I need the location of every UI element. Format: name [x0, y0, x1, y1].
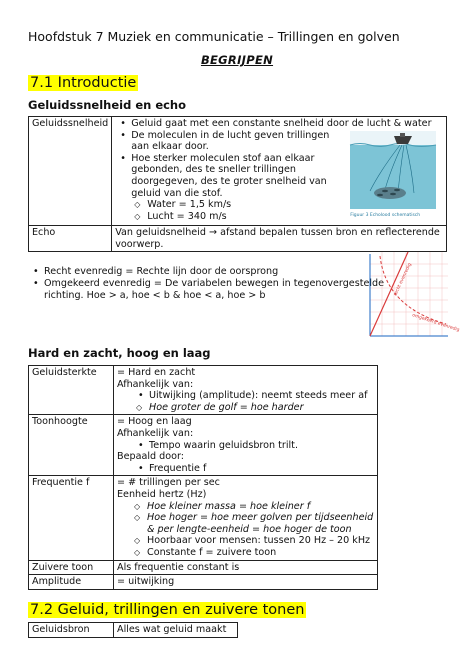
figure-caption: Figuur 3 Echolood schematisch: [350, 212, 421, 218]
list-item: • Hoe sterker moleculen stof aan elkaar gebonden, des te sneller trillingen doorgegeven, des te groter snelheid van geluid van die stof.: [131, 153, 349, 199]
list-item: ◇ Hoe kleiner massa = hoe kleiner f: [147, 501, 374, 513]
table-geluidsbron: [28, 622, 238, 638]
heading-7-2: 7.2 Geluid, trillingen en zuivere tonen: [30, 602, 305, 618]
list-item: ◇ Water = 1,5 km/s: [147, 199, 443, 211]
section-label: BEGRIJPEN: [200, 53, 274, 67]
list-item: ◇ Hoe groter de golf = hoe harder: [149, 402, 374, 414]
heading-7-1: 7.1 Introductie: [30, 75, 137, 91]
row-label-geluidsbron: Geluidsbron: [29, 623, 114, 638]
row-content-toonhoogte: [114, 415, 378, 476]
row-content-frequentie: [114, 476, 378, 560]
definition-text: = # trillingen per sec: [117, 477, 220, 489]
table-row: [29, 623, 238, 638]
row-label-zuivere-toon: Zuivere toon: [29, 560, 114, 575]
determined-by-text: Bepaald door:: [117, 451, 184, 463]
list-item: ◇ Hoorbaar voor mensen: tussen 20 Hz – 20 kHz: [147, 535, 374, 547]
table-row: [29, 366, 378, 415]
definition-text: = Hoog en laag: [117, 416, 192, 428]
row-content-geluidsbron: Alles wat geluid maakt: [114, 623, 238, 638]
list-item: • Omgekeerd evenredig = De variabelen bewegen in tegenovergestelde richting. Hoe > a, hoe < b & hoe < a, hoe > b: [44, 278, 384, 302]
definition-text: = Hard en zacht: [117, 367, 196, 378]
row-label-geluidssnelheid: Geluidssnelheid: [29, 117, 112, 226]
table-row: [29, 476, 378, 560]
list-item: • Uitwijking (amplitude): neemt steeds meer af: [149, 390, 374, 402]
row-label-geluidsterkte: Geluidsterkte: [29, 366, 114, 415]
proportionality-graph: [368, 252, 460, 342]
table-geluidssnelheid: [28, 116, 447, 252]
echo-sounder-figure: [350, 131, 436, 217]
table-row: [29, 560, 378, 575]
table-geluid-eigenschappen: [28, 365, 378, 590]
subheading-hard-zacht: Hard en zacht, hoog en laag: [28, 346, 211, 360]
row-content-zuivere-toon: Als frequentie constant is: [114, 560, 378, 575]
graph-label-omgekeerd: omgekeerd evenredig: [411, 313, 460, 334]
dependency-text: Afhankelijk van:: [117, 378, 194, 390]
table-row: [29, 226, 447, 252]
proportionality-list: [28, 266, 384, 303]
row-label-frequentie: Frequentie f: [29, 476, 114, 560]
page-title: Hoofdstuk 7 Muziek en communicatie – Trillingen en golven: [28, 29, 400, 44]
list-item: • Tempo waarin geluidsbron trilt.: [149, 440, 374, 452]
unit-text: Eenheid hertz (Hz): [117, 488, 207, 500]
row-label-toonhoogte: Toonhoogte: [29, 415, 114, 476]
list-item: • Recht evenredig = Rechte lijn door de oorsprong: [44, 266, 384, 278]
row-content-geluidsterkte: [114, 366, 378, 415]
echo-sounder-illustration: [350, 131, 436, 209]
table-row: [29, 415, 378, 476]
row-content-echo: Van geluidsnelheid → afstand bepalen tussen bron en reflecterende voorwerp.: [112, 226, 447, 252]
list-item: • Frequentie f: [149, 463, 374, 475]
row-label-echo: Echo: [29, 226, 112, 252]
list-item: • De moleculen in de lucht geven trillingen aan elkaar door.: [131, 130, 349, 153]
table-row: [29, 117, 447, 226]
list-item: ◇ Constante f = zuivere toon: [147, 547, 374, 559]
list-item: ◇ Lucht = 340 m/s: [147, 211, 443, 223]
graph-label-recht: recht evenredig: [393, 262, 413, 297]
row-label-amplitude: Amplitude: [29, 575, 114, 590]
table-row: [29, 575, 378, 590]
row-content-geluidssnelheid: [112, 117, 447, 226]
dependency-text: Afhankelijk van:: [117, 427, 194, 439]
row-content-amplitude: = uitwijking: [114, 575, 378, 590]
subheading-geluidssnelheid: Geluidssnelheid en echo: [28, 98, 187, 112]
list-item: ◇ Hoe hoger = hoe meer golven per tijdseenheid & per lengte-eenheid = hoe hoger de toon: [147, 512, 374, 535]
list-item: • Geluid gaat met een constante snelheid door de lucht & water: [131, 118, 443, 130]
